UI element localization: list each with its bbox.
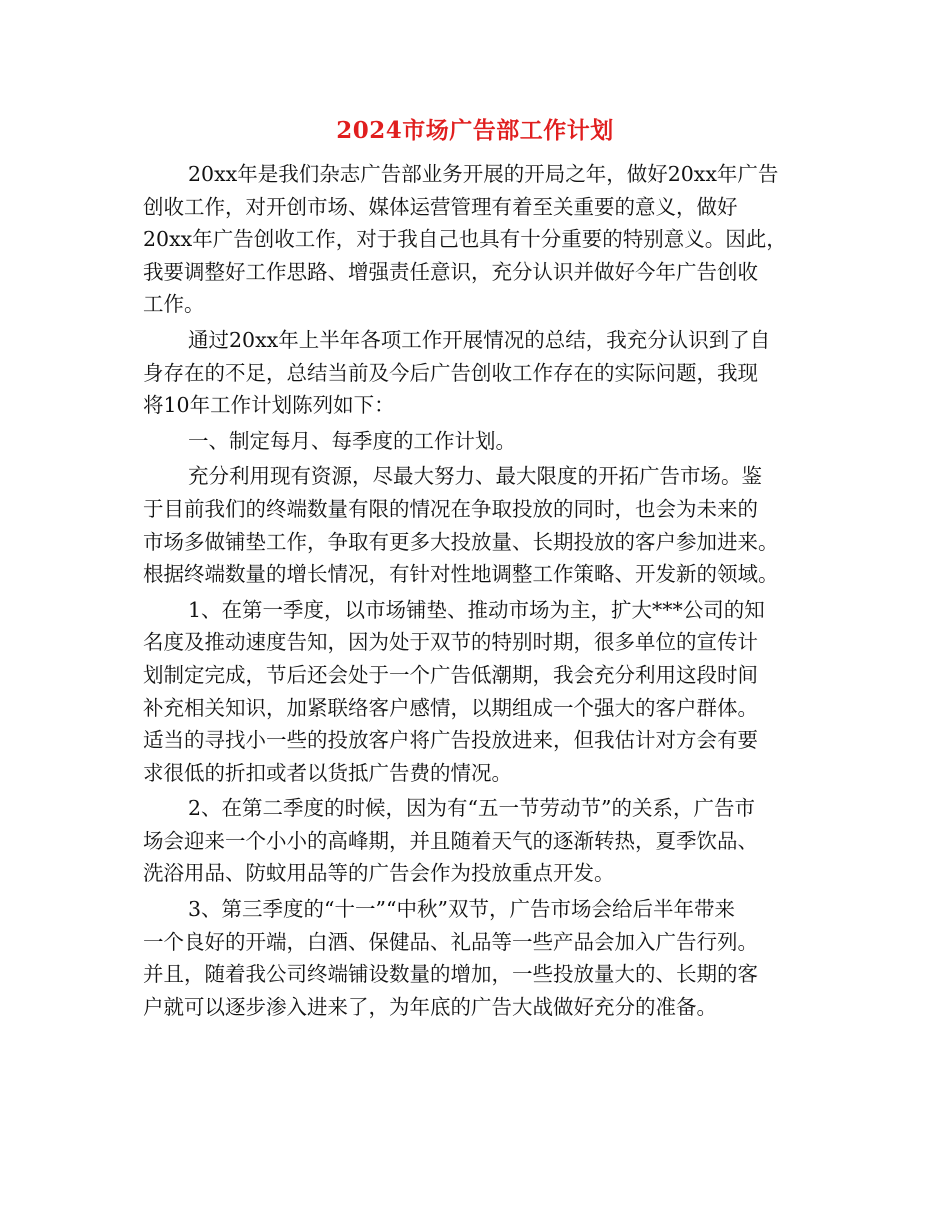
paragraph-line: 工作。 xyxy=(143,292,205,317)
paragraph-line: 适当的寻找小一些的投放客户将广告投放进来，但我估计对方会有要 xyxy=(143,728,758,753)
paragraph-line: 一个良好的开端，白酒、保健品、礼品等一些产品会加入广告行列。 xyxy=(143,929,758,954)
paragraph-line: 通过20xx年上半年各项工作开展情况的总结，我充分认识到了自 xyxy=(188,327,771,352)
paragraph-line: 求很低的折扣或者以货抵广告费的情况。 xyxy=(143,760,512,785)
paragraph-line: 3、第三季度的“十一”“中秋”双节，广告市场会给后半年带来 xyxy=(188,897,735,922)
paragraph-line: 补充相关知识，加紧联络客户感情，以期组成一个强大的客户群体。 xyxy=(143,695,758,720)
paragraph-line: 于目前我们的终端数量有限的情况在争取投放的同时，也会为未来的 xyxy=(143,496,758,521)
paragraph-line: 洗浴用品、防蚊用品等的广告会作为投放重点开发。 xyxy=(143,861,615,886)
paragraph xyxy=(143,158,809,321)
paragraph-line: 划制定完成，节后还会处于一个广告低潮期，我会充分利用这段时间 xyxy=(143,662,758,687)
paragraph-line: 身存在的不足，总结当前及今后广告创收工作存在的实际问题，我现 xyxy=(143,360,758,385)
paragraph-line: 户就可以逐步渗入进来了，为年底的广告大战做好充分的准备。 xyxy=(143,994,717,1019)
paragraph-line: 根据终端数量的增长情况，有针对性地调整工作策略、开发新的领域。 xyxy=(143,562,779,587)
paragraph-line: 场会迎来一个小小的高峰期，并且随着天气的逐渐转热，夏季饮品、 xyxy=(143,828,758,853)
paragraph-line: 20xx年是我们杂志广告部业务开展的开局之年，做好20xx年广告 xyxy=(188,162,779,186)
paragraph xyxy=(143,792,809,890)
paragraph-line: 2、在第二季度的时候，因为有“五一节劳动节”的关系，广告市 xyxy=(188,796,756,821)
document-body xyxy=(143,158,809,1023)
paragraph-line: 并且，随着我公司终端铺设数量的增加，一些投放量大的、长期的客 xyxy=(143,962,758,987)
paragraph-line: 20xx年广告创收工作，对于我自己也具有十分重要的特别意义。因此， xyxy=(143,227,787,252)
document-title: 2024市场广告部工作计划 xyxy=(336,117,614,144)
paragraph xyxy=(143,893,809,1023)
paragraph xyxy=(143,324,809,422)
section-heading-line: 一、制定每月、每季度的工作计划。 xyxy=(188,428,516,453)
paragraph-line: 将10年工作计划陈列如下： xyxy=(143,393,395,418)
paragraph-line: 我要调整好工作思路、增强责任意识，充分认识并做好今年广告创收 xyxy=(143,259,758,284)
paragraph-line: 充分利用现有资源，尽最大努力、最大限度的开拓广告市场。鉴 xyxy=(188,464,762,489)
paragraph-line: 创收工作，对开创市场、媒体运营管理有着至关重要的意义，做好 xyxy=(143,194,738,219)
paragraph-line: 市场多做铺垫工作，争取有更多大投放量、长期投放的客户参加进来。 xyxy=(143,529,779,554)
paragraph-line: 1、在第一季度，以市场铺垫、推动市场为主，扩大***公司的知 xyxy=(188,597,765,622)
section-heading xyxy=(143,425,809,458)
paragraph xyxy=(143,594,809,790)
paragraph xyxy=(143,460,809,590)
paragraph-line: 名度及推动速度告知，因为处于双节的特别时期，很多单位的宣传计 xyxy=(143,630,758,655)
